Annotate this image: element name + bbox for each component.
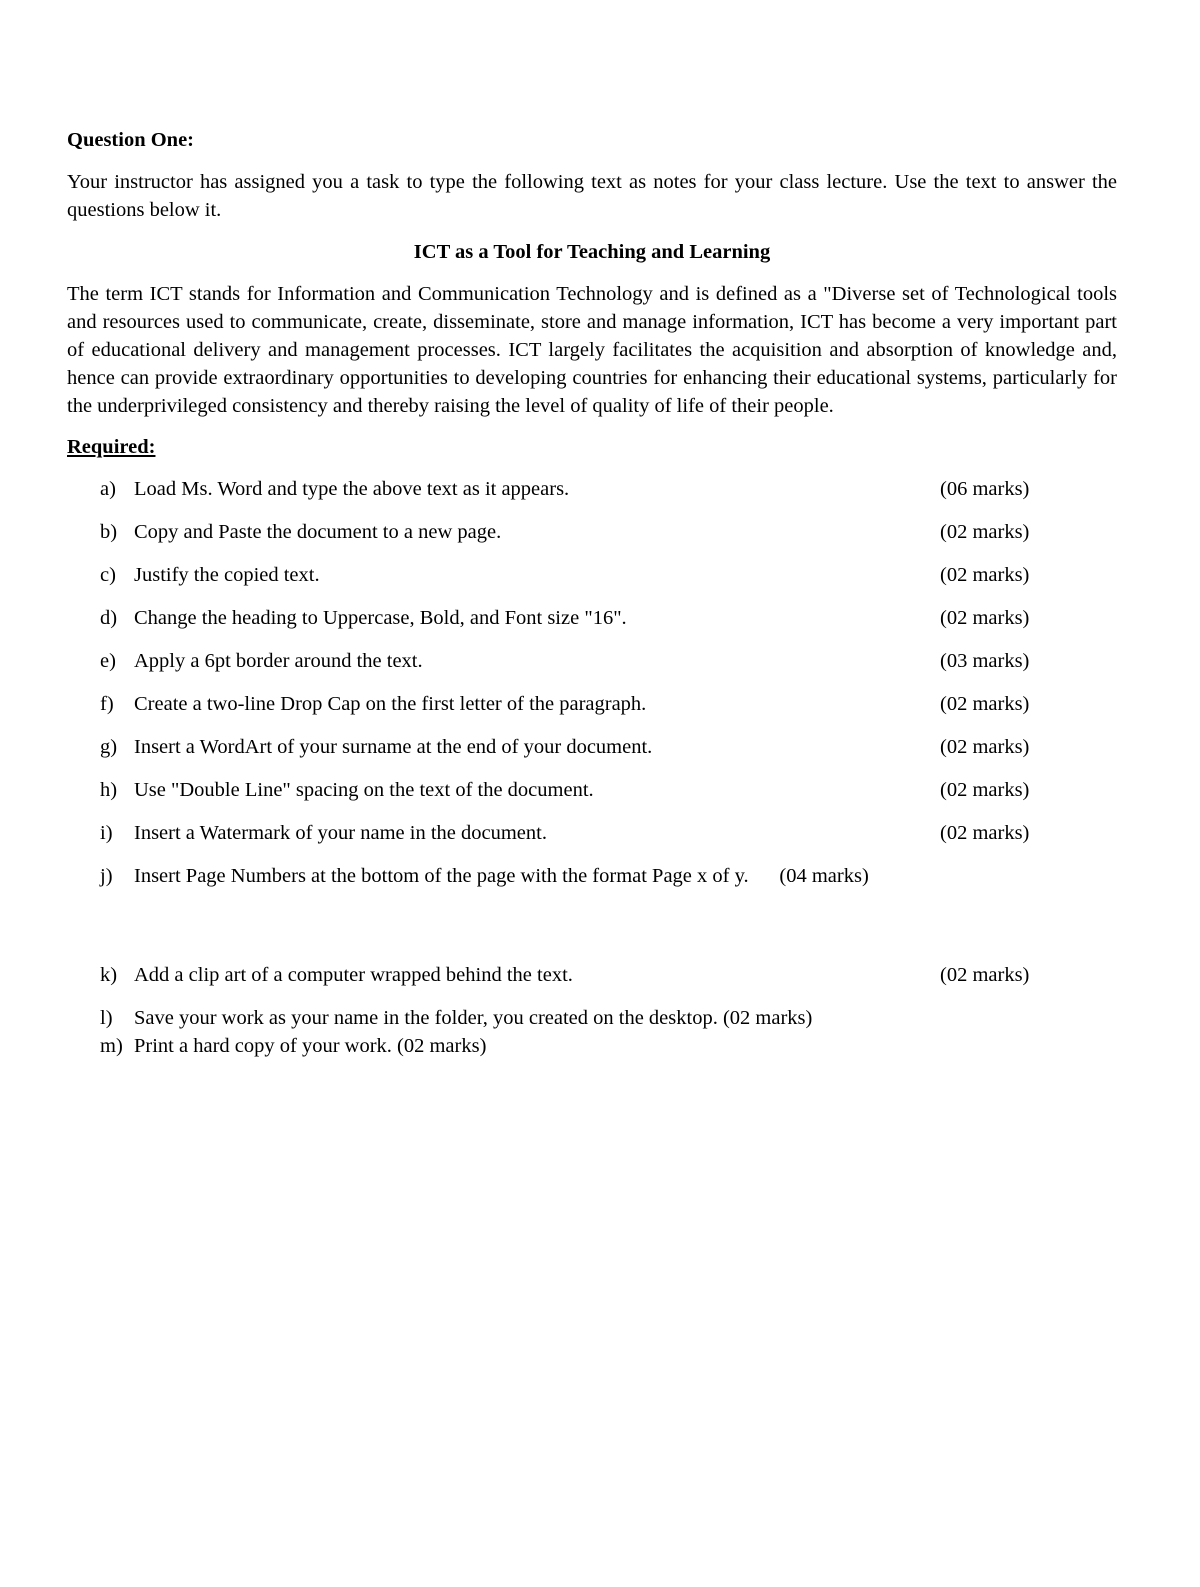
task-item-e bbox=[67, 647, 1117, 675]
task-item-a bbox=[67, 475, 1117, 503]
task-item-f bbox=[67, 690, 1117, 718]
question-heading: Question One: bbox=[67, 129, 194, 151]
task-letter: g) bbox=[100, 736, 118, 758]
task-item-b bbox=[67, 518, 1117, 546]
task-letter: c) bbox=[100, 564, 116, 586]
task-text: Change the heading to Uppercase, Bold, and Font size "16". bbox=[134, 607, 627, 629]
task-letter: f) bbox=[100, 693, 114, 715]
task-text: Load Ms. Word and type the above text as it appears. bbox=[134, 478, 570, 500]
task-item-l bbox=[67, 1004, 1117, 1032]
task-list bbox=[67, 475, 1117, 1060]
task-marks: (02 marks) bbox=[940, 964, 1030, 986]
task-item-m bbox=[67, 1032, 1117, 1060]
task-marks: (02 marks) bbox=[940, 607, 1030, 629]
task-text: Add a clip art of a computer wrapped behind the text. bbox=[134, 964, 573, 986]
task-text: Insert a WordArt of your surname at the end of your document. bbox=[134, 736, 653, 758]
task-item-h bbox=[67, 776, 1117, 804]
task-text: Justify the copied text. bbox=[134, 564, 320, 586]
task-item-d bbox=[67, 604, 1117, 632]
task-text: Print a hard copy of your work. (02 marks) bbox=[134, 1035, 487, 1057]
task-item-i bbox=[67, 819, 1117, 847]
task-letter: k) bbox=[100, 964, 118, 986]
task-item-g bbox=[67, 733, 1117, 761]
task-text: Copy and Paste the document to a new page. bbox=[134, 521, 502, 543]
task-letter: b) bbox=[100, 521, 118, 543]
task-letter: l) bbox=[100, 1007, 113, 1029]
task-item-k bbox=[67, 961, 1117, 989]
task-letter: d) bbox=[100, 607, 118, 629]
task-item-c bbox=[67, 561, 1117, 589]
task-marks: (03 marks) bbox=[940, 650, 1030, 672]
required-label: Required: bbox=[67, 436, 156, 458]
passage-paragraph: The term ICT stands for Information and Communication Technology and is defined as a "Diverse set of Technological tools and resources used to communicate, create, disseminate, store and manage information, ICT has become a very important part of educational delivery and management processes. ICT largely facilitates the acquisition and absorption of knowledge and, hence can provide extraordinary opportunities to developing countries for enhancing their educational systems, particularly for the underprivileged consistency and thereby raising the level of quality of life of their people. bbox=[67, 283, 1117, 417]
task-letter: i) bbox=[100, 822, 113, 844]
task-text: Use "Double Line" spacing on the text of the document. bbox=[134, 779, 594, 801]
task-text: Apply a 6pt border around the text. bbox=[134, 650, 423, 672]
task-text: Create a two-line Drop Cap on the first letter of the paragraph. bbox=[134, 693, 647, 715]
question-intro: Your instructor has assigned you a task to type the following text as notes for your class lecture. Use the text to answer the questions below it. bbox=[67, 171, 1117, 221]
task-marks: (06 marks) bbox=[940, 478, 1030, 500]
document-content bbox=[67, 126, 1117, 1060]
task-letter: m) bbox=[100, 1035, 123, 1057]
task-marks: (02 marks) bbox=[940, 564, 1030, 586]
task-text: Insert Page Numbers at the bottom of the page with the format Page x of y. (04 marks) bbox=[134, 865, 869, 887]
task-letter: e) bbox=[100, 650, 116, 672]
task-text: Save your work as your name in the folder, you created on the desktop. (02 marks) bbox=[134, 1007, 813, 1029]
task-letter: h) bbox=[100, 779, 118, 801]
task-marks: (02 marks) bbox=[940, 693, 1030, 715]
task-marks: (02 marks) bbox=[940, 779, 1030, 801]
task-text: Insert a Watermark of your name in the document. bbox=[134, 822, 547, 844]
task-marks: (02 marks) bbox=[940, 736, 1030, 758]
task-marks: (02 marks) bbox=[940, 521, 1030, 543]
task-letter: j) bbox=[100, 865, 113, 887]
task-marks: (02 marks) bbox=[940, 822, 1030, 844]
task-item-j bbox=[67, 862, 1117, 890]
passage-title: ICT as a Tool for Teaching and Learning bbox=[413, 241, 771, 263]
task-letter: a) bbox=[100, 478, 116, 500]
